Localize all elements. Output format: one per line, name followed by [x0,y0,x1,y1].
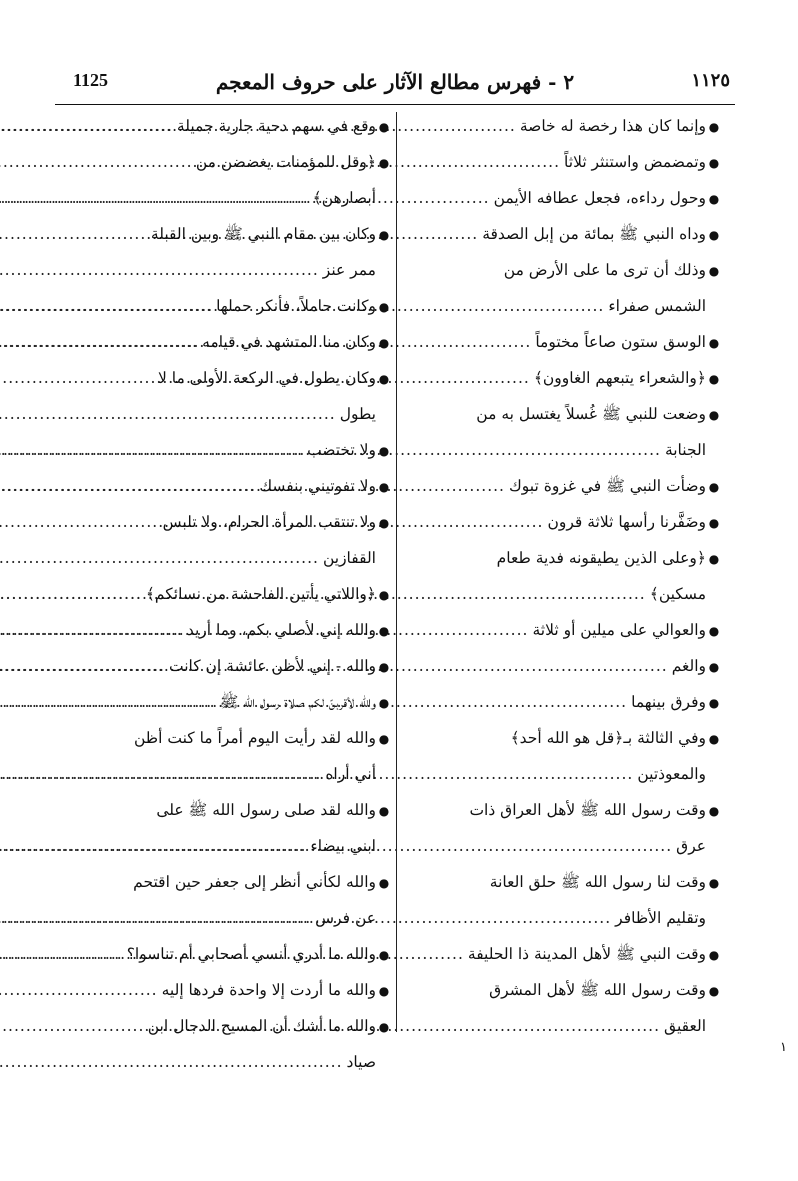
entry-text: والله إني لأصلي بكم، وما أريد [186,621,376,639]
entry-line [62,144,392,180]
bullet-icon: ● [708,156,720,170]
entry-line [62,612,392,648]
entry-line [402,972,722,1008]
entry-line [62,468,392,504]
leader-dots [0,108,177,144]
index-entry [402,396,722,468]
index-column-right [402,108,722,1044]
entry-text: ابني بيضاء [310,837,376,855]
entry-text: وفي الثالثة بـ﴿قل هو الله أحد﴾ [510,729,706,747]
bullet-icon: ● [708,660,720,674]
index-entry [402,360,722,396]
entry-line [402,936,722,972]
bullet-icon: ● [378,732,390,746]
index-entry [402,216,722,252]
leader-dots [0,648,169,684]
entry-text: وضَفَّرنا رأسها ثلاثة قرون [547,513,706,531]
entry-line [62,396,392,432]
index-entry [62,864,392,936]
index-entry [402,252,722,324]
bullet-icon: ● [708,552,720,566]
index-entry [402,144,722,180]
entry-line [402,540,722,576]
bullet-icon: ● [708,732,720,746]
header-rule [55,104,735,105]
index-entry [62,612,392,648]
entry-line [62,684,392,720]
entry-text: ﴿واللاتي يأتين الفاحشة من نسائكم﴾ [145,585,376,603]
bullet-icon: ● [378,660,390,674]
bullet-icon: ● [708,624,720,638]
page-number-latin: 1125 [73,70,109,90]
leader-dots [0,540,323,576]
entry-line [62,324,392,360]
entry-text: وإنما كان هذا رخصة له خاصة [519,117,706,135]
entry-text: وكان بين مقام النبي ﷺ وبين القبلة [150,225,376,243]
index-entry [402,612,722,648]
entry-line [402,288,722,324]
entry-line [62,648,392,684]
entry-text: القفازين [322,549,376,567]
entry-text: والله لقد رأيت اليوم أمراً ما كنت أظن [134,729,376,747]
bullet-icon: ● [378,984,390,998]
entry-line [62,288,392,324]
index-entry [402,936,722,972]
entry-line [402,900,722,936]
entry-text: وضعت للنبي ﷺ غُسلاً يغتسل به من [476,405,706,423]
bullet-icon: ● [378,516,390,530]
entry-line [62,360,392,396]
entry-line [402,252,722,288]
entry-text: والله لأقربنّ لكم صلاة رسول الله ﷺ [219,693,376,711]
leader-dots [0,612,187,648]
bullet-icon: ● [708,120,720,134]
entry-line [62,504,392,540]
index-entry [402,720,722,792]
index-column-left [62,108,392,1080]
entry-text: والغم [671,657,706,675]
entry-text: وقع في سهم دحية جارية جميلة [176,117,376,135]
bullet-icon: ● [708,876,720,890]
page-header [55,64,735,104]
index-entry [62,144,392,216]
index-entry [62,1008,392,1080]
entry-text: ولا تنتقب المرأة الحرام، ولا تلبس [162,513,376,531]
entry-line [62,540,392,576]
entry-line [402,1008,722,1044]
entry-line [62,756,392,792]
entry-text: العقيق [664,1017,706,1035]
index-entry [62,216,392,288]
entry-line [402,468,722,504]
bullet-icon: ● [378,876,390,890]
entry-line [62,720,392,756]
bullet-icon: ● [378,300,390,314]
bullet-icon: ● [708,804,720,818]
entry-line [402,432,722,468]
leader-dots [0,468,259,504]
leader-dots [0,936,127,972]
entry-text: والعوالي على ميلين أو ثلاثة [532,621,706,639]
leader-dots [0,396,340,432]
leader-dots [0,828,310,864]
index-entry [62,468,392,504]
index-entry [62,360,392,432]
bullet-icon: ● [378,624,390,638]
entry-line [62,216,392,252]
margin-mark: ١ [780,1040,787,1055]
index-entry [402,108,722,144]
index-entry [62,324,392,360]
entry-text: وقت النبي ﷺ لأهل المدينة ذا الحليفة [467,945,706,963]
bullet-icon: ● [378,948,390,962]
entry-text: وتمضمض واستنثر ثلاثاً [564,153,706,171]
entry-text: وتقليم الأظافر [615,909,706,927]
entry-text: ممر عنز [322,261,376,279]
entry-text: الوسق ستون صاعاً مختوماً [535,333,706,351]
leader-dots [0,684,220,720]
entry-text: صياد [346,1053,376,1071]
bullet-icon: ● [708,480,720,494]
entry-text: والمعوذتين [637,765,706,783]
index-entry [62,684,392,720]
entry-line [402,720,722,756]
entry-line [62,432,392,468]
entry-text: والله ما أدري أنسي أصحابي أم تناسوا؟ [126,945,376,963]
entry-text: ولا تفوتيني بنفسك [259,477,376,495]
entry-text: أبصارهن﴾ [312,189,376,207]
entry-text: والله لقد صلى رسول الله ﷺ على [156,801,376,819]
entry-line [402,828,722,864]
entry-text: وكان منا المتشهد في قيامه [202,333,376,351]
entry-line [62,180,392,216]
entry-text: الشمس صفراء [608,297,706,315]
entry-text: وذلك أن ترى ما على الأرض من [503,261,706,279]
entry-line [402,396,722,432]
entry-text: وقت لنا رسول الله ﷺ حلق العانة [489,873,706,891]
leader-dots [0,288,216,324]
entry-text: ﴿وقل للمؤمنات يغضضن من [195,153,376,171]
leader-dots [0,972,162,1008]
entry-line [402,684,722,720]
bullet-icon: ● [378,1020,390,1034]
page-number-arabic: ١١٢٥ [691,70,730,91]
entry-line [62,576,392,612]
entry-line [62,1008,392,1044]
entry-line [62,900,392,936]
leader-dots [0,1044,347,1080]
entry-text: وكان يطول في الركعة الأولى ما لا [157,369,376,387]
entry-text: وقت رسول الله ﷺ لأهل العراق ذات [469,801,706,819]
entry-text: والله ما أردت إلا واحدة فردها إليه [161,981,376,999]
leader-dots [0,900,315,936]
entry-text: مسكين﴾ [649,585,706,603]
bullet-icon: ● [708,948,720,962]
entry-line [402,360,722,396]
index-entry [62,648,392,684]
bullet-icon: ● [378,372,390,386]
entry-line [62,864,392,900]
index-entry [402,648,722,684]
entry-line [402,108,722,144]
entry-line [402,612,722,648]
leader-dots [0,432,307,468]
leader-dots [0,576,146,612]
entry-line [402,864,722,900]
bullet-icon: ● [708,228,720,242]
entry-line [402,180,722,216]
entry-line [62,108,392,144]
leader-dots [0,756,325,792]
index-entry [62,504,392,576]
index-entry [402,468,722,504]
entry-line [402,576,722,612]
entry-text: وضأت النبي ﷺ في غزوة تبوك [509,477,706,495]
entry-text: ﴿والشعراء يتبعهم الغاوون﴾ [533,369,706,387]
bullet-icon: ● [378,444,390,458]
bullet-icon: ● [708,984,720,998]
bullet-icon: ● [378,588,390,602]
entry-line [402,504,722,540]
bullet-icon: ● [708,336,720,350]
entry-text: أني أراه [325,765,376,783]
index-entry [402,972,722,1044]
index-entry [62,108,392,144]
entry-text: ﴿وعلى الذين يطيقونه فدية طعام [496,549,706,567]
bullet-icon: ● [708,372,720,386]
entry-line [62,1044,392,1080]
index-entry [402,540,722,612]
entry-text: عرق [676,837,706,855]
entry-text: والله - إني لأظن عائشة إن كانت [168,657,376,675]
entry-line [402,756,722,792]
entry-line [62,792,392,828]
index-entry [402,792,722,864]
index-entry [402,180,722,216]
index-entry [62,936,392,972]
index-entry [402,684,722,720]
entry-text: وقت رسول الله ﷺ لأهل المشرق [489,981,706,999]
entry-line [402,324,722,360]
bullet-icon: ● [708,264,720,278]
bullet-icon: ● [708,408,720,422]
index-entry [402,324,722,360]
entry-text: وحول رداءه، فجعل عطافه الأيمن [493,189,706,207]
entry-line [402,216,722,252]
leader-dots [0,252,323,288]
entry-text: والله ما أشك أن المسيح الدجال ابن [147,1017,376,1035]
entry-line [62,252,392,288]
page-title: ٢ - فهرس مطالع الآثار على حروف المعجم [215,70,575,94]
entry-text: يطول [339,405,376,423]
bullet-icon: ● [378,228,390,242]
entry-text: ولا تختضب [307,441,376,459]
entry-text: عن فرس [315,909,376,927]
entry-line [62,972,392,1008]
entry-line [402,648,722,684]
index-entry [402,504,722,540]
leader-dots [0,324,202,360]
entry-text: وداه النبي ﷺ بمائة من إبل الصدقة [482,225,706,243]
entry-text: والله لكأني أنظر إلى جعفر حين اقتحم [133,873,376,891]
bullet-icon: ● [378,696,390,710]
entry-line [62,828,392,864]
bullet-icon: ● [378,156,390,170]
entry-line [62,936,392,972]
index-entry [62,720,392,792]
entry-text: وفرق بينهما [631,693,706,711]
entry-text: وكانت حاملاً، فأنكر حملها [216,297,376,315]
bullet-icon: ● [378,480,390,494]
bullet-icon: ● [708,516,720,530]
bullet-icon: ● [708,192,720,206]
entry-text: الجنابة [664,441,706,459]
index-entry [62,792,392,864]
bullet-icon: ● [378,336,390,350]
leader-dots [0,180,313,216]
index-entry [62,432,392,468]
bullet-icon: ● [378,804,390,818]
entry-line [402,144,722,180]
index-entry [62,576,392,612]
index-entry [62,972,392,1008]
index-entry [402,864,722,936]
index-entry [62,288,392,324]
bullet-icon: ● [378,120,390,134]
bullet-icon: ● [708,696,720,710]
entry-line [402,792,722,828]
